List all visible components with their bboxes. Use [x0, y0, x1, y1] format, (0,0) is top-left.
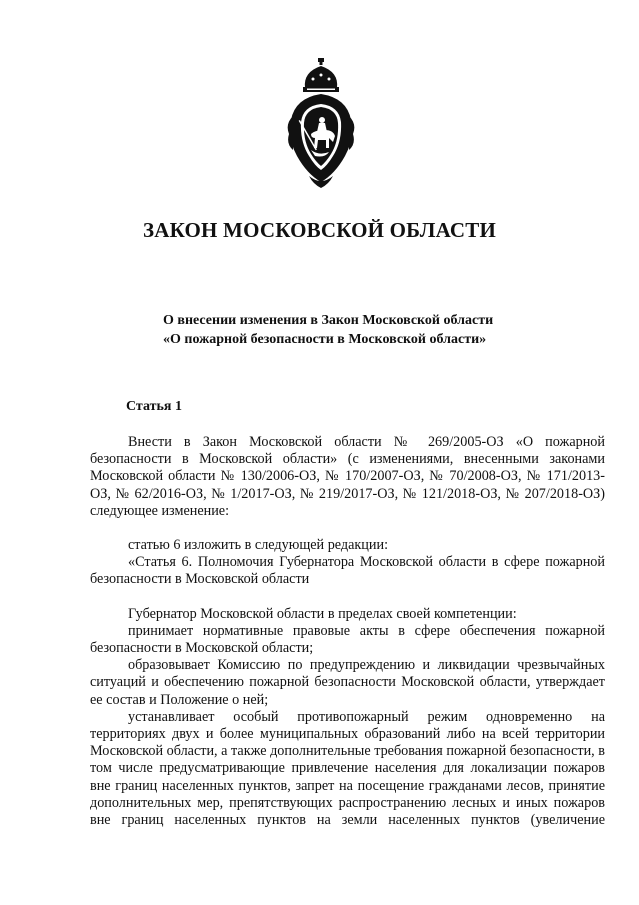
coat-of-arms-emblem — [285, 58, 357, 190]
subtitle-line: О внесении изменения в Закон Московской области — [163, 313, 494, 328]
paragraph: Губернатор Московской области в пределах своей компетенции: — [128, 605, 517, 622]
paragraph: статью 6 изложить в следующей редакции: — [128, 537, 389, 554]
subtitle-line: «О пожарной безопасности в Московской области» — [163, 332, 487, 347]
paragraph: образовывает Комиссию по предупреждению и ликвидации чрезвычайных ситуаций и обеспечению пожарной безопасности Московской области, утверждает ее состав и Положение о ней; — [90, 657, 605, 708]
law-subtitle — [163, 311, 583, 349]
paragraph: «Статья 6. Полномочия Губернатора Московской области в сфере пожарной безопасности в Московской области — [90, 554, 605, 588]
article-body — [90, 434, 605, 829]
article-heading: Статья 1 — [126, 399, 182, 414]
paragraph: принимает нормативные правовые акты в сфере обеспечения пожарной безопасности в Московской области; — [90, 622, 605, 657]
paragraph: устанавливает особый противопожарный режим одновременно на территориях двух и более муниципальных образований либо на всей территории Московской области, а также дополнительные требования пожарной безопасности, в том числе предусматривающие привлечение населения для локализации пожаров вне границ населенных пунктов, запрет на посещение гражданами лесов, принятие дополнительных мер, препятствующих распространению лесных и иных пожаров вне границ населенных пунктов на земли населенных пунктов (увеличение — [90, 708, 605, 829]
law-title: ЗАКОН МОСКОВСКОЙ ОБЛАСТИ — [142, 218, 497, 242]
paragraph: Внести в Закон Московской области № 269/2005-ОЗ «О пожарной безопасности в Московской области» (с изменениями, внесенными законами Московской области № 130/2006-ОЗ, № 170/2007-ОЗ, № 70/2008-ОЗ, № 171/2013-ОЗ, № 62/2016-ОЗ, № 1/2017-ОЗ, № 219/2017-ОЗ, № 121/2018-ОЗ, № 207/2018-ОЗ) следующее изменение: — [90, 434, 605, 519]
